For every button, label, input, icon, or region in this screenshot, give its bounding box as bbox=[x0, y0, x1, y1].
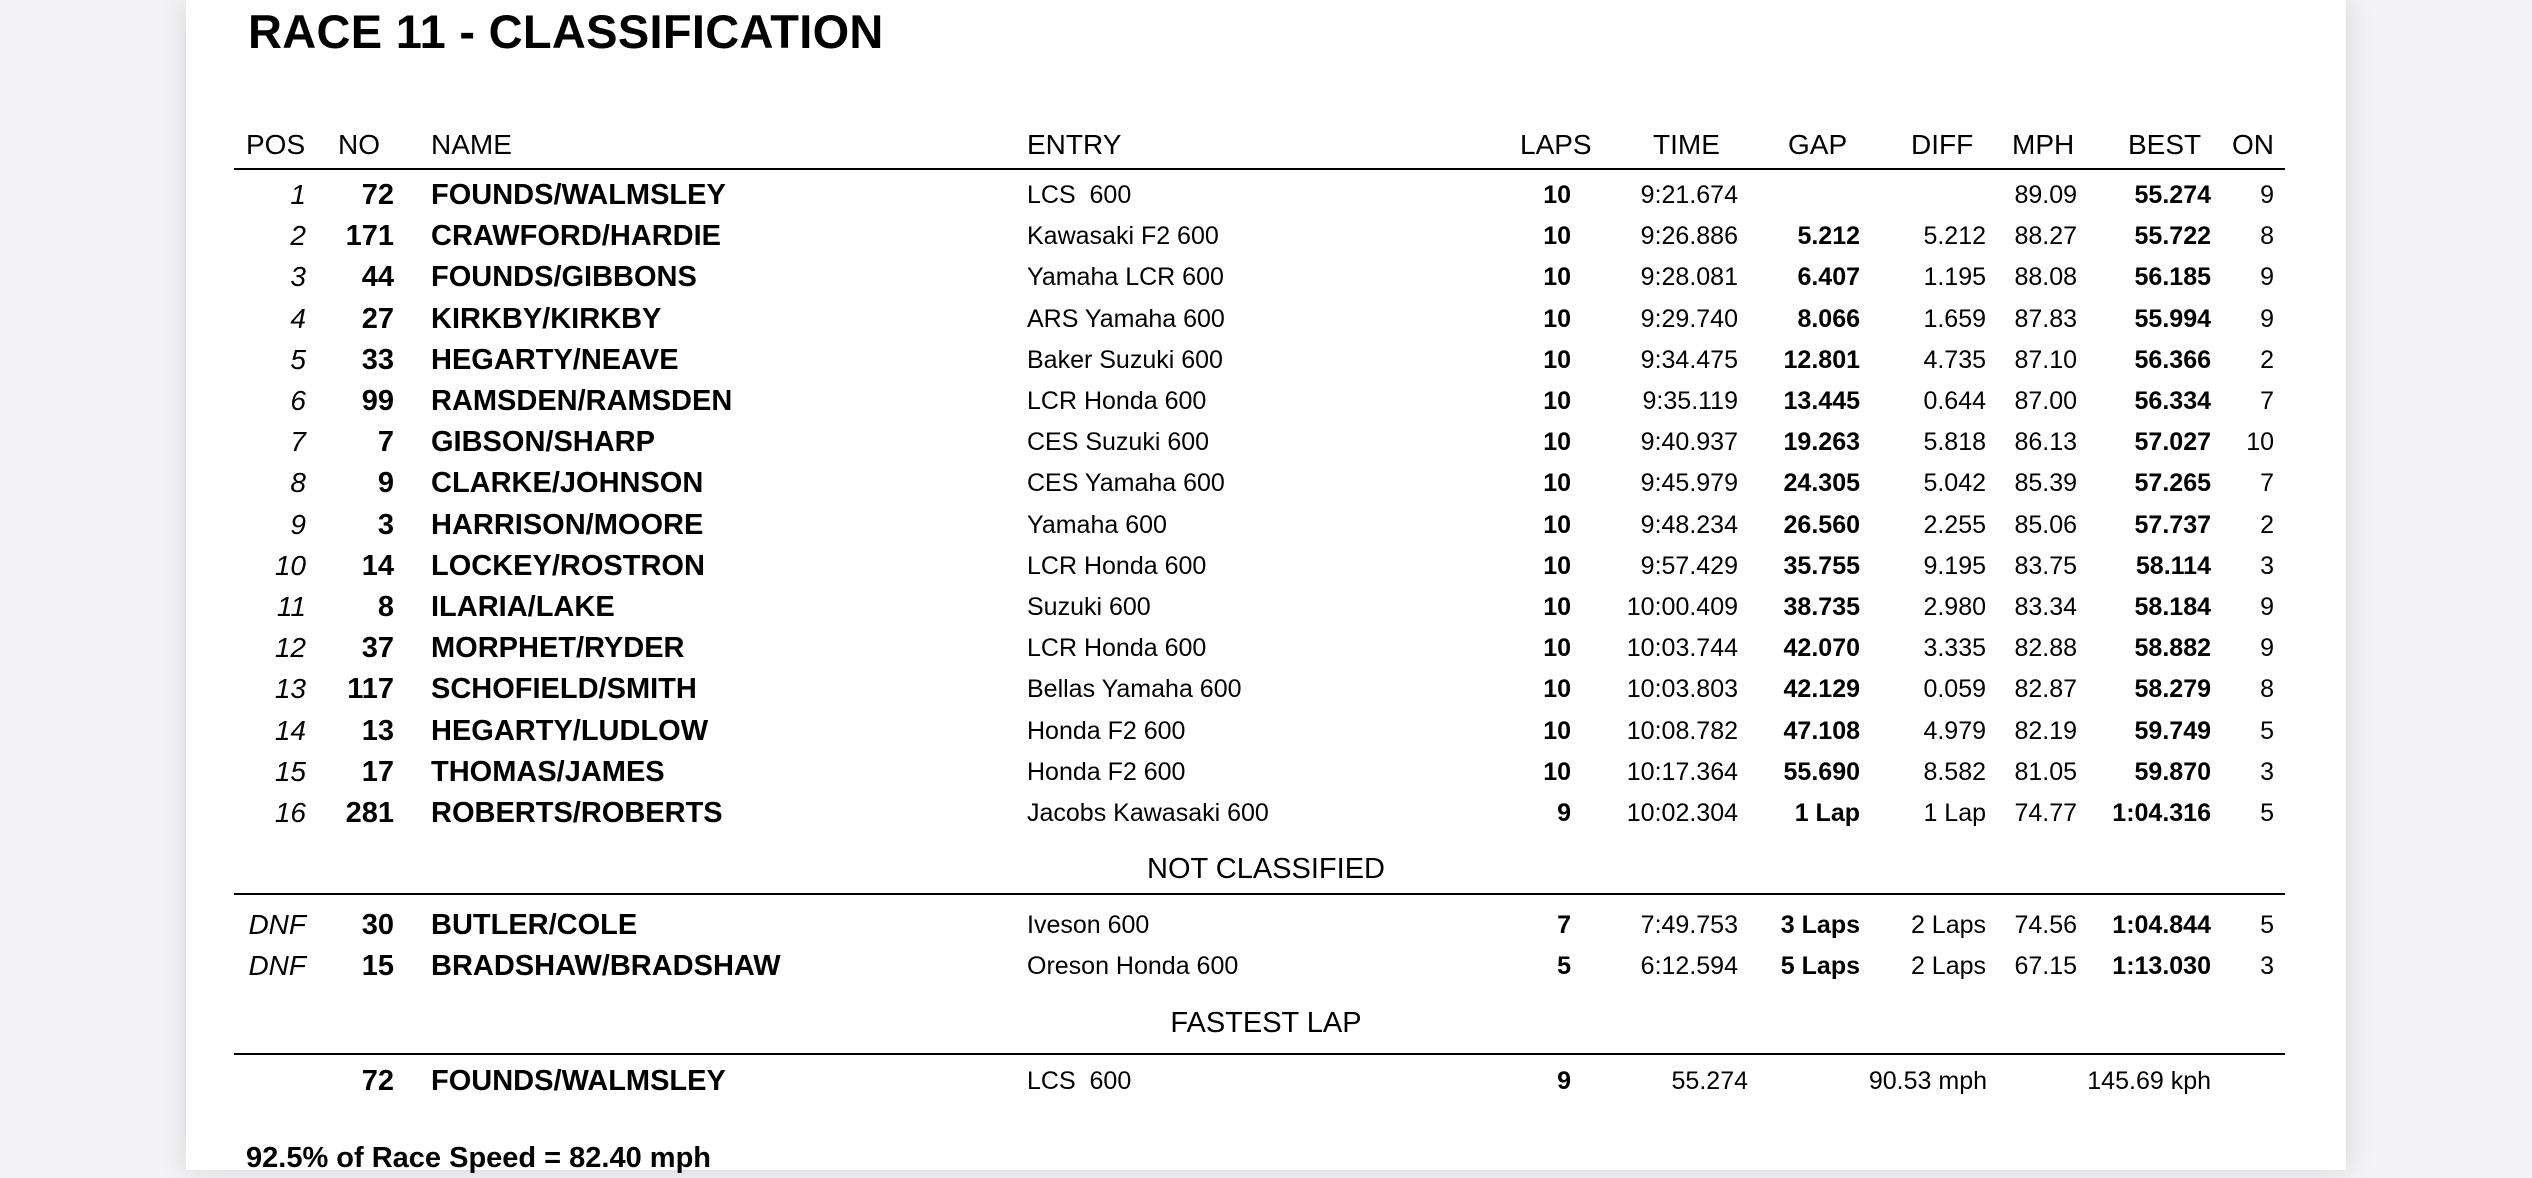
cell-pos: DNF bbox=[248, 950, 306, 982]
cell-best: 57.027 bbox=[2134, 428, 2211, 457]
cell-gap: 13.445 bbox=[1783, 387, 1860, 415]
cell-on: 10 bbox=[2246, 428, 2274, 457]
cell-mph: 81.05 bbox=[2014, 757, 2077, 786]
cell-laps: 10 bbox=[1543, 551, 1571, 580]
cell-entry: Honda F2 600 bbox=[1027, 757, 1186, 786]
cell-time: 6:12.594 bbox=[1640, 952, 1738, 981]
cell-gap: 12.801 bbox=[1783, 345, 1860, 374]
cell-no: 17 bbox=[361, 755, 394, 788]
cell-no: 9 bbox=[377, 467, 394, 500]
cell-pos: 1 bbox=[290, 179, 306, 210]
cell-time: 9:29.740 bbox=[1640, 304, 1738, 333]
fastest-lap-row bbox=[0, 1061, 2532, 1101]
col-entry-header: ENTRY bbox=[1027, 129, 1122, 160]
cell-laps: 10 bbox=[1543, 716, 1571, 745]
cell-pos: 3 bbox=[290, 261, 306, 293]
cell-time: 10:02.304 bbox=[1626, 799, 1738, 827]
cell-laps: 10 bbox=[1543, 757, 1571, 786]
cell-gap: 5 Laps bbox=[1780, 952, 1860, 981]
cell-mph: 82.87 bbox=[2014, 675, 2077, 704]
cell-pos: 11 bbox=[276, 591, 306, 622]
table-row bbox=[0, 546, 2532, 586]
cell-best: 59.749 bbox=[2134, 716, 2211, 745]
fastest-lap-divider bbox=[234, 1053, 2285, 1055]
cell-on: 9 bbox=[2260, 263, 2274, 292]
cell-gap: 42.129 bbox=[1783, 675, 1860, 704]
cell-gap: 3 Laps bbox=[1780, 911, 1860, 939]
cell-pos: 4 bbox=[290, 302, 306, 334]
cell-best: 55.722 bbox=[2134, 222, 2211, 251]
cell-name: SCHOFIELD/SMITH bbox=[431, 673, 697, 706]
cell-laps: 10 bbox=[1543, 263, 1571, 292]
cell-gap: 55.690 bbox=[1783, 757, 1860, 786]
col-time-header: TIME bbox=[1653, 129, 1720, 160]
fastest-lap-name: FOUNDS/WALMSLEY bbox=[431, 1065, 726, 1097]
cell-pos: 16 bbox=[274, 797, 306, 828]
cell-time: 9:21.674 bbox=[1640, 181, 1738, 209]
cell-best: 58.184 bbox=[2134, 593, 2211, 621]
col-name-header: NAME bbox=[431, 129, 512, 160]
cell-entry: LCR Honda 600 bbox=[1027, 634, 1207, 663]
cell-no: 281 bbox=[345, 797, 394, 829]
cell-diff: 2 Laps bbox=[1910, 952, 1986, 981]
cell-on: 7 bbox=[2260, 387, 2274, 415]
cell-time: 10:00.409 bbox=[1626, 593, 1738, 621]
cell-time: 9:40.937 bbox=[1640, 428, 1738, 457]
cell-best: 57.737 bbox=[2134, 510, 2211, 539]
cell-on: 2 bbox=[2260, 510, 2274, 539]
cell-laps: 10 bbox=[1543, 634, 1571, 663]
cell-gap: 38.735 bbox=[1783, 593, 1860, 621]
cell-no: 117 bbox=[347, 673, 394, 706]
cell-pos: 7 bbox=[290, 426, 306, 458]
cell-diff: 2 Laps bbox=[1910, 911, 1986, 939]
cell-gap: 24.305 bbox=[1783, 469, 1860, 498]
cell-best: 59.870 bbox=[2134, 757, 2211, 786]
cell-pos: 15 bbox=[274, 755, 306, 787]
cell-entry: Yamaha LCR 600 bbox=[1027, 263, 1224, 292]
cell-no: 99 bbox=[361, 385, 394, 417]
cell-pos: 6 bbox=[290, 385, 306, 416]
cell-mph: 87.83 bbox=[2014, 304, 2077, 333]
table-row bbox=[0, 381, 2532, 421]
cell-laps: 10 bbox=[1543, 593, 1571, 621]
cell-no: 15 bbox=[361, 950, 394, 983]
cell-diff: 4.735 bbox=[1923, 345, 1986, 374]
cell-entry: Suzuki 600 bbox=[1027, 593, 1151, 621]
cell-entry: CES Suzuki 600 bbox=[1027, 428, 1210, 457]
cell-on: 8 bbox=[2260, 222, 2274, 251]
cell-best: 1:04.844 bbox=[2112, 911, 2211, 939]
cell-mph: 74.77 bbox=[2014, 799, 2077, 827]
cell-pos: 9 bbox=[290, 508, 306, 540]
cell-best: 1:13.030 bbox=[2112, 952, 2211, 981]
cell-pos: 14 bbox=[274, 714, 306, 746]
cell-best: 55.274 bbox=[2134, 181, 2211, 209]
cell-no: 8 bbox=[377, 591, 394, 623]
cell-laps: 9 bbox=[1557, 799, 1571, 827]
cell-laps: 10 bbox=[1543, 428, 1571, 457]
fastest-lap-heading: FASTEST LAP bbox=[1170, 1007, 1362, 1039]
cell-mph: 87.00 bbox=[2014, 387, 2077, 415]
cell-laps: 5 bbox=[1557, 952, 1571, 981]
cell-name: CRAWFORD/HARDIE bbox=[431, 220, 721, 253]
cell-no: 13 bbox=[361, 714, 394, 747]
cell-time: 7:49.753 bbox=[1640, 911, 1738, 939]
cell-on: 9 bbox=[2260, 634, 2274, 663]
cell-time: 10:17.364 bbox=[1626, 757, 1738, 786]
cell-diff: 0.644 bbox=[1923, 387, 1986, 415]
cell-on: 3 bbox=[2260, 551, 2274, 580]
cell-name: GIBSON/SHARP bbox=[431, 426, 655, 459]
cell-entry: LCS 600 bbox=[1027, 181, 1132, 209]
table-row bbox=[0, 905, 2532, 945]
table-row bbox=[0, 175, 2532, 215]
cell-on: 9 bbox=[2260, 304, 2274, 333]
cell-mph: 85.06 bbox=[2014, 510, 2077, 539]
cell-laps: 10 bbox=[1543, 345, 1571, 374]
cell-name: ILARIA/LAKE bbox=[431, 591, 615, 623]
fastest-lap-kph: 145.69 kph bbox=[2087, 1067, 2211, 1095]
cell-pos: 5 bbox=[290, 343, 306, 375]
cell-name: KIRKBY/KIRKBY bbox=[431, 302, 662, 335]
cell-laps: 10 bbox=[1543, 222, 1571, 251]
table-row bbox=[0, 257, 2532, 297]
cell-laps: 10 bbox=[1543, 675, 1571, 704]
fastest-lap-time: 55.274 bbox=[1671, 1067, 1748, 1095]
cell-on: 3 bbox=[2260, 757, 2274, 786]
cell-name: BRADSHAW/BRADSHAW bbox=[431, 950, 781, 983]
cell-name: BUTLER/COLE bbox=[431, 909, 638, 941]
cell-diff: 3.335 bbox=[1923, 634, 1986, 663]
cell-pos: 12 bbox=[274, 632, 306, 664]
cell-mph: 87.10 bbox=[2014, 345, 2077, 374]
cell-entry: LCR Honda 600 bbox=[1027, 387, 1207, 415]
cell-on: 9 bbox=[2260, 181, 2274, 209]
cell-time: 10:03.803 bbox=[1626, 675, 1738, 704]
header-divider bbox=[234, 168, 2285, 170]
cell-entry: CES Yamaha 600 bbox=[1027, 469, 1225, 498]
cell-diff: 2.980 bbox=[1923, 593, 1986, 621]
cell-name: RAMSDEN/RAMSDEN bbox=[431, 385, 733, 417]
cell-best: 1:04.316 bbox=[2112, 799, 2211, 827]
not-classified-divider bbox=[234, 893, 2285, 895]
table-row bbox=[0, 216, 2532, 256]
cell-entry: LCR Honda 600 bbox=[1027, 551, 1207, 580]
cell-pos: 2 bbox=[290, 220, 306, 252]
cell-diff: 1.195 bbox=[1923, 263, 1986, 292]
cell-on: 5 bbox=[2260, 799, 2274, 827]
cell-best: 58.114 bbox=[2135, 551, 2211, 580]
cell-time: 10:08.782 bbox=[1626, 716, 1738, 745]
col-best-header: BEST bbox=[2128, 129, 2202, 160]
cell-no: 37 bbox=[361, 632, 394, 665]
cell-on: 7 bbox=[2260, 469, 2274, 498]
cell-name: FOUNDS/GIBBONS bbox=[431, 261, 697, 294]
cell-gap: 42.070 bbox=[1783, 634, 1860, 663]
cell-no: 30 bbox=[361, 909, 394, 941]
cell-mph: 85.39 bbox=[2014, 469, 2077, 498]
cell-entry: Honda F2 600 bbox=[1027, 716, 1186, 745]
cell-laps: 10 bbox=[1543, 387, 1571, 415]
cell-entry: Baker Suzuki 600 bbox=[1027, 345, 1223, 374]
fastest-lap-mph: 90.53 mph bbox=[1868, 1067, 1987, 1095]
cell-diff: 1.659 bbox=[1923, 304, 1986, 333]
cell-diff: 5.042 bbox=[1923, 469, 1986, 498]
cell-on: 9 bbox=[2260, 593, 2274, 621]
cell-entry: Iveson 600 bbox=[1027, 911, 1150, 939]
cell-laps: 10 bbox=[1543, 469, 1571, 498]
cell-entry: Bellas Yamaha 600 bbox=[1027, 675, 1242, 704]
cell-name: HARRISON/MOORE bbox=[431, 508, 704, 541]
cell-gap: 5.212 bbox=[1797, 222, 1860, 251]
cell-best: 58.882 bbox=[2134, 634, 2211, 663]
cell-diff: 5.212 bbox=[1923, 222, 1986, 251]
cell-gap: 26.560 bbox=[1783, 510, 1860, 539]
cell-on: 5 bbox=[2260, 716, 2274, 745]
cell-gap: 19.263 bbox=[1783, 428, 1860, 457]
table-row bbox=[0, 422, 2532, 462]
table-row bbox=[0, 587, 2532, 627]
cell-time: 9:45.979 bbox=[1640, 469, 1738, 498]
cell-no: 171 bbox=[345, 220, 394, 253]
cell-diff: 1 Lap bbox=[1923, 799, 1986, 827]
cell-pos: 13 bbox=[274, 673, 306, 705]
cell-mph: 82.88 bbox=[2014, 634, 2077, 663]
cell-gap: 1 Lap bbox=[1794, 799, 1860, 827]
cell-laps: 10 bbox=[1543, 510, 1571, 539]
cell-entry: Jacobs Kawasaki 600 bbox=[1027, 799, 1269, 827]
cell-laps: 10 bbox=[1543, 181, 1571, 209]
cell-name: MORPHET/RYDER bbox=[431, 632, 685, 665]
cell-time: 9:48.234 bbox=[1640, 510, 1738, 539]
cell-pos: 8 bbox=[290, 467, 306, 499]
cell-on: 3 bbox=[2260, 952, 2274, 981]
cell-diff: 5.818 bbox=[1923, 428, 1986, 457]
cell-on: 2 bbox=[2260, 345, 2274, 374]
cell-name: FOUNDS/WALMSLEY bbox=[431, 179, 726, 211]
cell-gap: 6.407 bbox=[1797, 263, 1860, 292]
table-header bbox=[0, 125, 2532, 165]
cell-name: CLARKE/JOHNSON bbox=[431, 467, 704, 500]
cell-mph: 74.56 bbox=[2014, 911, 2077, 939]
cell-laps: 10 bbox=[1543, 304, 1571, 333]
cell-time: 9:35.119 bbox=[1642, 387, 1738, 415]
fastest-lap-entry: LCS 600 bbox=[1027, 1067, 1132, 1095]
cell-mph: 82.19 bbox=[2014, 716, 2077, 745]
cell-no: 3 bbox=[377, 508, 394, 541]
cell-best: 56.334 bbox=[2134, 387, 2211, 415]
cell-best: 57.265 bbox=[2134, 469, 2211, 498]
cell-diff: 4.979 bbox=[1923, 716, 1986, 745]
cell-name: LOCKEY/ROSTRON bbox=[431, 549, 705, 582]
cell-mph: 83.75 bbox=[2014, 551, 2077, 580]
cell-gap: 35.755 bbox=[1783, 551, 1860, 580]
cell-no: 44 bbox=[361, 261, 394, 294]
cell-mph: 89.09 bbox=[2014, 181, 2077, 209]
cell-pos: 10 bbox=[274, 549, 306, 581]
table-row bbox=[0, 628, 2532, 668]
cell-no: 72 bbox=[361, 179, 394, 211]
table-row bbox=[0, 793, 2532, 833]
cell-on: 8 bbox=[2260, 675, 2274, 704]
cell-best: 55.994 bbox=[2134, 304, 2211, 333]
cell-gap: 47.108 bbox=[1783, 716, 1860, 745]
cell-mph: 86.13 bbox=[2014, 428, 2077, 457]
cell-time: 9:34.475 bbox=[1640, 345, 1738, 374]
col-gap-header: GAP bbox=[1788, 129, 1848, 160]
table-row bbox=[0, 946, 2532, 986]
cell-laps: 7 bbox=[1557, 911, 1571, 939]
table-row bbox=[0, 711, 2532, 751]
col-no-header: NO bbox=[338, 129, 380, 160]
table-row bbox=[0, 505, 2532, 545]
cell-diff: 9.195 bbox=[1923, 551, 1986, 580]
table-row bbox=[0, 340, 2532, 380]
cell-no: 7 bbox=[377, 426, 394, 459]
fastest-lap-lap: 9 bbox=[1557, 1067, 1571, 1095]
table-row bbox=[0, 669, 2532, 709]
not-classified-heading: NOT CLASSIFIED bbox=[1147, 853, 1385, 885]
table-row bbox=[0, 299, 2532, 339]
cell-entry: Yamaha 600 bbox=[1027, 510, 1167, 539]
cell-entry: ARS Yamaha 600 bbox=[1027, 304, 1225, 333]
cell-mph: 88.27 bbox=[2014, 222, 2077, 251]
cell-time: 10:03.744 bbox=[1626, 634, 1738, 663]
cell-name: HEGARTY/LUDLOW bbox=[431, 714, 709, 747]
cell-mph: 83.34 bbox=[2014, 593, 2077, 621]
cell-no: 27 bbox=[361, 302, 394, 335]
cell-time: 9:28.081 bbox=[1640, 263, 1738, 292]
cell-time: 9:57.429 bbox=[1640, 551, 1738, 580]
cell-diff: 8.582 bbox=[1923, 757, 1986, 786]
col-mph-header: MPH bbox=[2012, 129, 2075, 160]
cell-no: 33 bbox=[361, 343, 394, 376]
cell-entry: Oreson Honda 600 bbox=[1027, 952, 1239, 981]
col-on-header: ON bbox=[2232, 129, 2274, 160]
cell-mph: 88.08 bbox=[2014, 263, 2077, 292]
fastest-lap-no: 72 bbox=[361, 1065, 394, 1097]
col-pos-header: POS bbox=[246, 129, 306, 160]
cell-best: 56.185 bbox=[2134, 263, 2211, 292]
col-laps-header: LAPS bbox=[1520, 129, 1592, 160]
cell-best: 56.366 bbox=[2134, 345, 2211, 374]
table-row bbox=[0, 463, 2532, 503]
cell-gap: 8.066 bbox=[1797, 304, 1860, 333]
cell-mph: 67.15 bbox=[2014, 952, 2077, 981]
table-row bbox=[0, 752, 2532, 792]
cell-time: 9:26.886 bbox=[1640, 222, 1738, 251]
race-speed-note: 92.5% of Race Speed = 82.40 mph bbox=[246, 1142, 712, 1174]
cell-diff: 2.255 bbox=[1923, 510, 1986, 539]
cell-name: HEGARTY/NEAVE bbox=[431, 343, 679, 376]
cell-name: ROBERTS/ROBERTS bbox=[431, 797, 723, 829]
cell-no: 14 bbox=[361, 549, 394, 582]
page-title: RACE 11 - CLASSIFICATION bbox=[248, 5, 884, 58]
cell-entry: Kawasaki F2 600 bbox=[1027, 222, 1219, 251]
cell-diff: 0.059 bbox=[1923, 675, 1986, 704]
cell-pos: DNF bbox=[248, 909, 306, 940]
cell-best: 58.279 bbox=[2134, 675, 2211, 704]
cell-name: THOMAS/JAMES bbox=[431, 755, 665, 788]
col-diff-header: DIFF bbox=[1911, 129, 1974, 160]
cell-on: 5 bbox=[2260, 911, 2274, 939]
